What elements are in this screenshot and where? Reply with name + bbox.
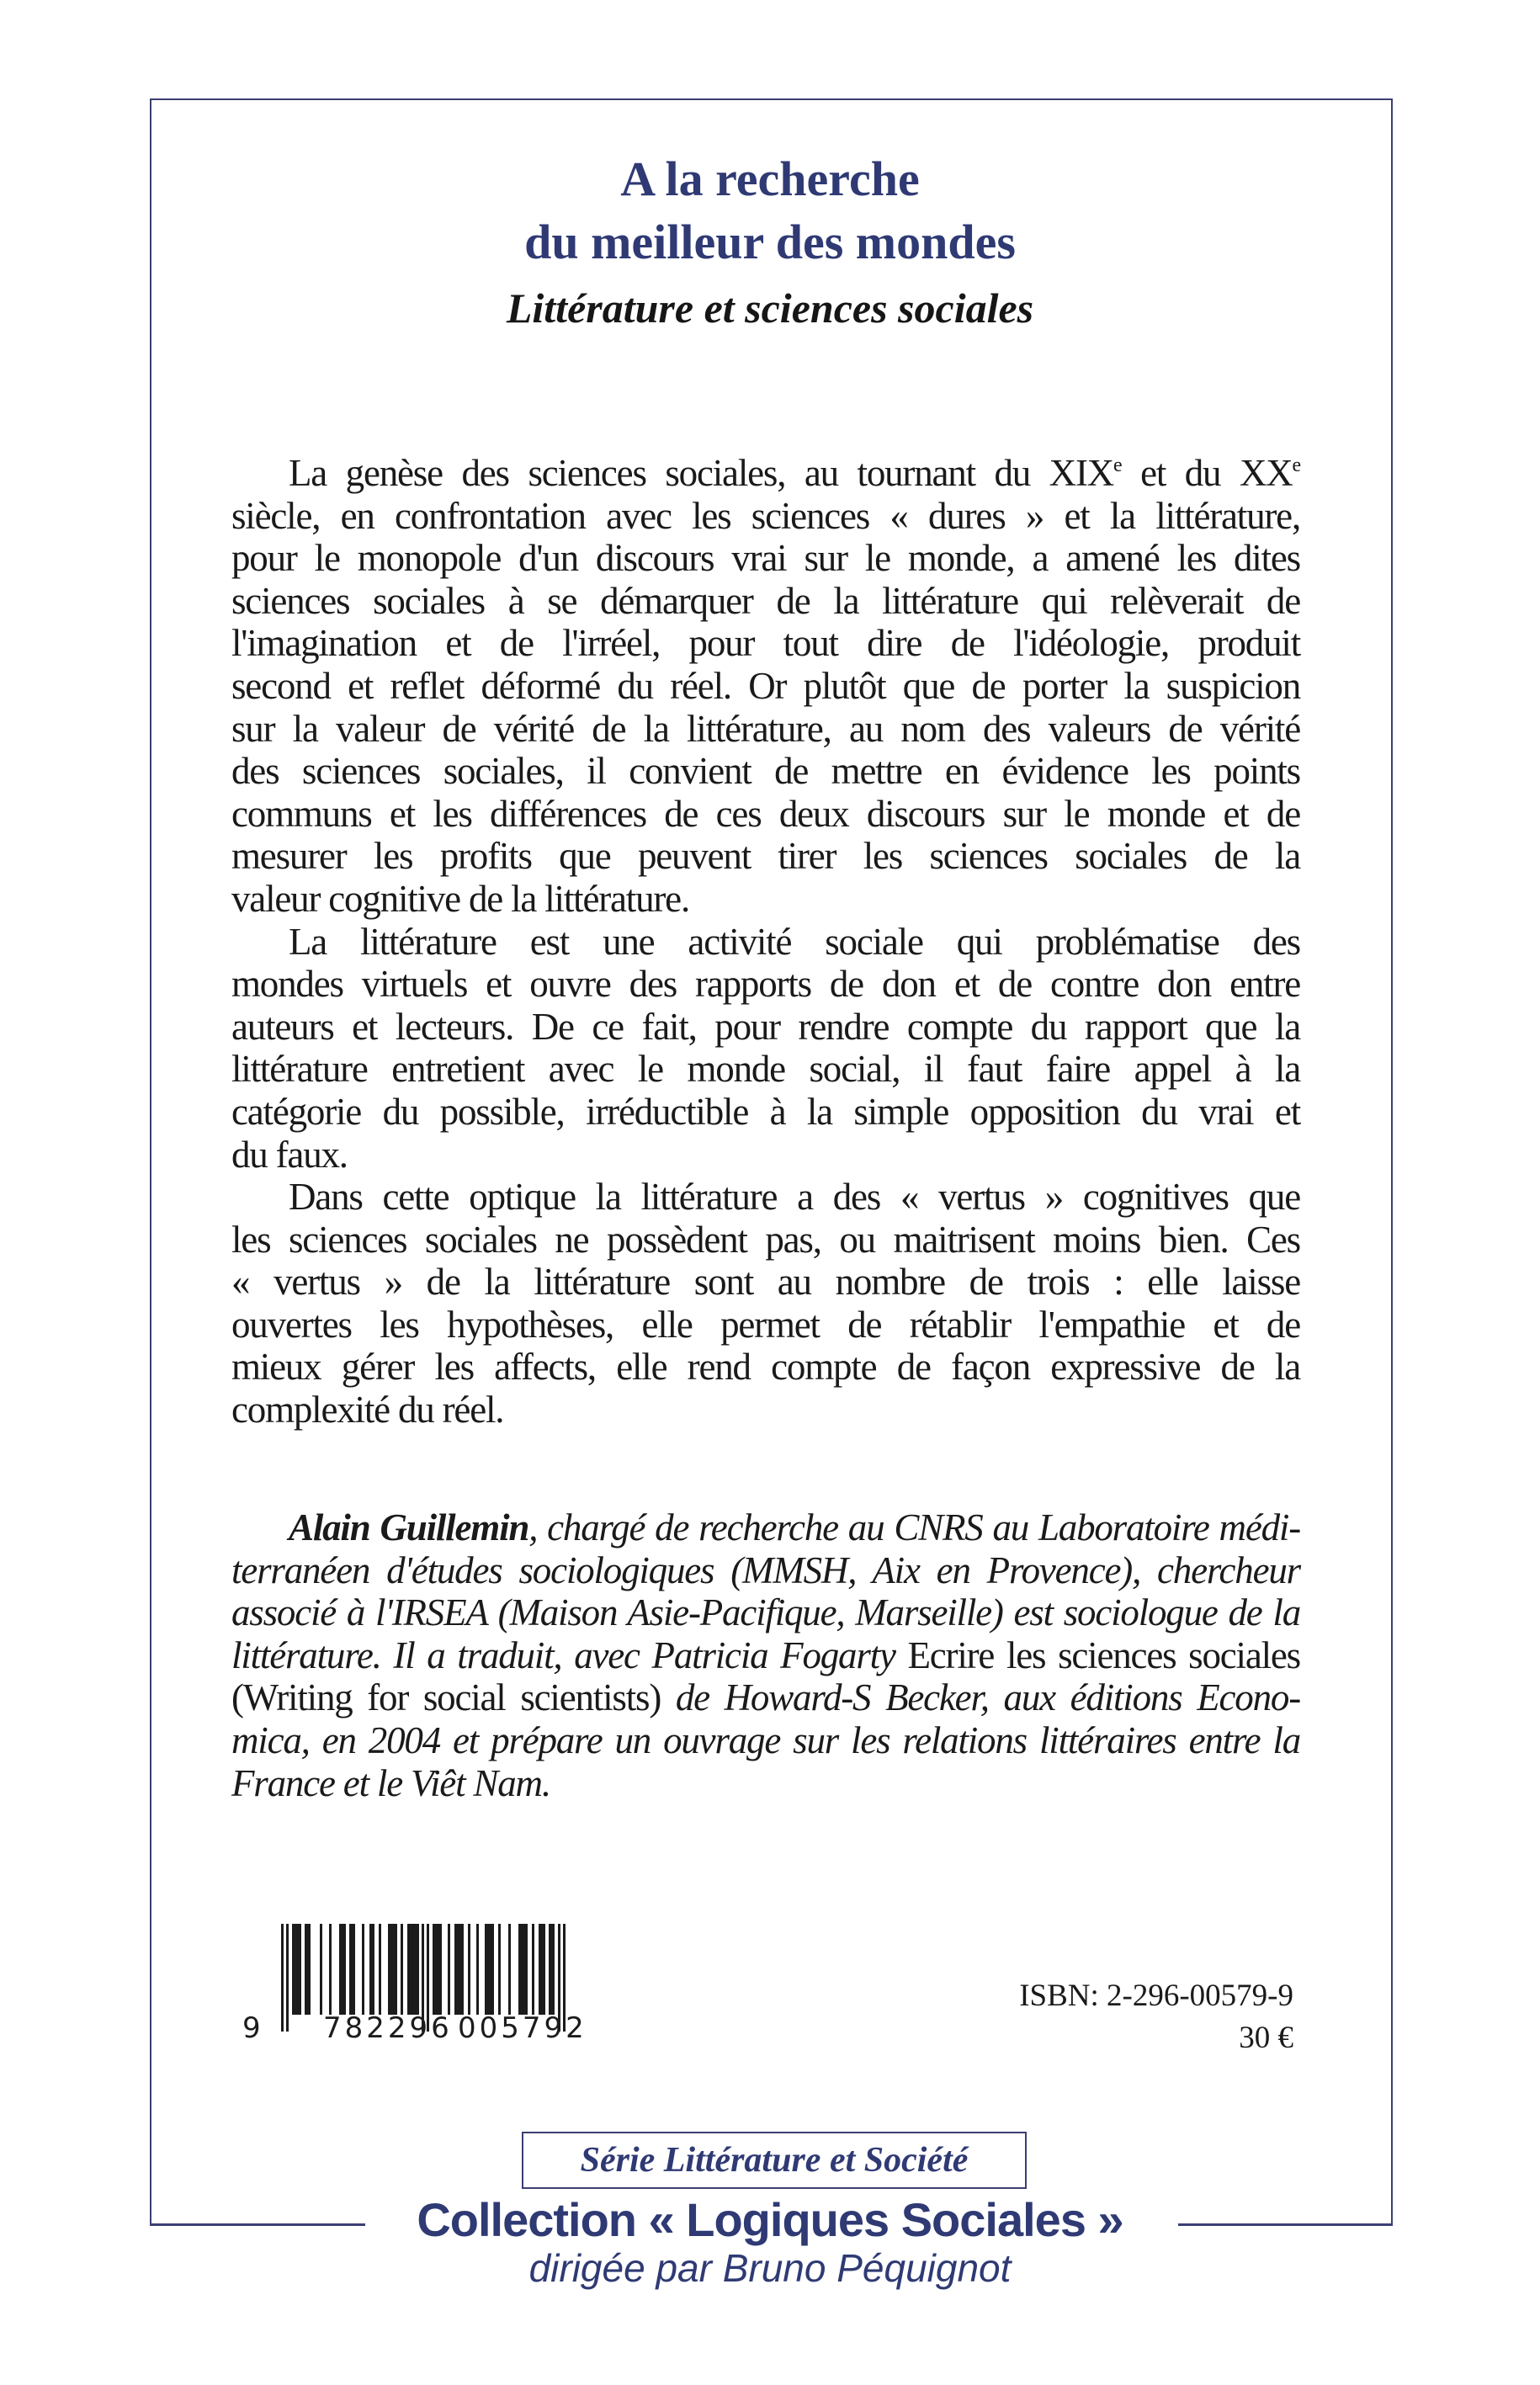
barcode-bar — [454, 1924, 464, 2015]
barcode-first-digit: 9 — [242, 2011, 261, 2045]
original-book-title: (Writing for social scientists) — [231, 1676, 661, 1719]
isbn-number: ISBN: 2-296-00579-9 — [1019, 1979, 1293, 2013]
bio-line: Alain Guillemin, chargé de recherche au CNRS au Laboratoire médi- — [289, 1506, 1300, 1548]
book-title-line-1: A la recherche — [620, 151, 920, 206]
book-subtitle: Littérature et sciences sociales — [506, 284, 1034, 332]
barcode-bar — [329, 1924, 332, 2015]
blurb-line: littérature entretient avec le monde social, il faut faire appel à la — [231, 1048, 1300, 1091]
barcode-bar — [476, 1924, 479, 2015]
barcode-bar — [508, 1924, 511, 2015]
bio-line: (Writing for social scientists) de Howard-S Becker, aux éditions Econo- — [231, 1676, 1300, 1719]
barcode-bar — [292, 1924, 301, 2015]
barcode-bar — [362, 1924, 364, 2015]
blurb-line: sur la valeur de vérité de la littérature, au nom des valeurs de vérité — [231, 707, 1300, 750]
series-label: Série Littérature et Société — [580, 2141, 969, 2180]
blurb-line: complexité du réel. — [231, 1389, 504, 1432]
blurb-line: mondes virtuels et ouvre des rapports de don et de contre don entre — [231, 963, 1300, 1006]
blurb-line: pour le monopole d'un discours vrai sur le monde, a amené les dites — [231, 537, 1300, 580]
blurb-line: siècle, en confrontation avec les sciences « dures » et la littérature, — [231, 494, 1300, 537]
bio-line: mica, en 2004 et prépare un ouvrage sur les relations littéraires entre la — [231, 1718, 1300, 1761]
barcode-bar — [433, 1924, 442, 2015]
blurb-line: auteurs et lecteurs. De ce fait, pour rendre compte du rapport que la — [231, 1005, 1300, 1048]
cover-frame-top — [150, 98, 1393, 100]
series-box — [522, 2132, 1027, 2189]
isbn-barcode — [242, 1922, 587, 2048]
author-name: Alain Guillemin — [289, 1506, 529, 1548]
barcode-bar — [388, 1924, 397, 2015]
blurb — [231, 452, 1300, 1432]
barcode-bar — [549, 1924, 555, 2015]
price: 30 € — [1239, 2021, 1293, 2055]
author-bio — [231, 1506, 1300, 1804]
barcode-bar — [485, 1924, 494, 2015]
barcode-bar — [286, 1924, 289, 2032]
barcode-left-digits: 782296 — [323, 2011, 453, 2045]
blurb-line: sciences sociales à se démarquer de la littérature qui relèverait de — [231, 579, 1300, 622]
bio-line: littérature. Il a traduit, avec Patricia Fogarty Ecrire les sciences sociales — [231, 1633, 1300, 1676]
cover-frame-right — [1391, 98, 1393, 2225]
barcode-bars — [281, 1924, 571, 2016]
blurb-line: les sciences sociales ne possèdent pas, ou maitrisent moins bien. Ces — [231, 1218, 1300, 1261]
blurb-line: ouvertes les hypothèses, elle permet de rétablir l'empathie et de — [231, 1303, 1300, 1346]
blurb-line: second et reflet déformé du réel. Or plutôt que de porter la suspicion — [231, 664, 1300, 707]
barcode-bar — [498, 1924, 501, 2015]
barcode-bar — [518, 1924, 528, 2015]
bio-line: terranéen d'études sociologiques (MMSH, Aix en Provence), chercheur — [231, 1548, 1300, 1591]
barcode-bar — [349, 1924, 355, 2015]
barcode-bar — [281, 1924, 284, 2032]
barcode-bar — [407, 1924, 419, 2015]
barcode-bar — [369, 1924, 374, 2015]
blurb-line: des sciences sociales, il convient de mettre en évidence les points — [231, 750, 1300, 793]
barcode-bar — [401, 1924, 403, 2015]
blurb-line: du faux. — [231, 1133, 348, 1176]
translated-book-title: Ecrire les sciences sociales — [907, 1633, 1300, 1676]
blurb-line: communs et les différences de ces deux discours sur le monde et de — [231, 792, 1300, 835]
barcode-bar — [539, 1924, 545, 2015]
bio-line: France et le Viêt Nam. — [231, 1761, 550, 1804]
blurb-line: mesurer les profits que peuvent tirer les sciences sociales de la — [231, 835, 1300, 878]
blurb-line: catégorie du possible, irréductible à la simple opposition du vrai et — [231, 1090, 1300, 1133]
barcode-right-digits: 005792 — [458, 2011, 587, 2045]
collection-title: Collection « Logiques Sociales » — [417, 2193, 1123, 2246]
blurb-line: La genèse des sciences sociales, au tournant du XIXe et du XXe — [289, 452, 1300, 494]
blurb-line: La littérature est une activité sociale qui problématise des — [289, 920, 1300, 963]
cover-frame-left — [150, 98, 151, 2225]
barcode-bar — [379, 1924, 381, 2015]
blurb-line: valeur cognitive de la littérature. — [231, 877, 689, 920]
blurb-line: l'imagination et de l'irréel, pour tout dire de l'idéologie, produit — [231, 622, 1300, 665]
barcode-bar — [532, 1924, 534, 2015]
book-title-line-2: du meilleur des mondes — [524, 215, 1016, 269]
bio-line: associé à l'IRSEA (Maison Asie-Pacifique, Marseille) est sociologue de la — [231, 1591, 1300, 1634]
blurb-line: « vertus » de la littérature sont au nombre de trois : elle laisse — [231, 1261, 1300, 1304]
collection-director: dirigée par Bruno Péquignot — [528, 2246, 1012, 2290]
barcode-bar — [448, 1924, 450, 2015]
blurb-line: mieux gérer les affects, elle rend compte de façon expressive de la — [231, 1346, 1300, 1389]
barcode-bar — [339, 1924, 346, 2015]
barcode-bar — [468, 1924, 470, 2015]
barcode-bar — [320, 1924, 322, 2015]
barcode-bar — [305, 1924, 311, 2015]
blurb-line: Dans cette optique la littérature a des « vertus » cognitives que — [289, 1176, 1300, 1219]
